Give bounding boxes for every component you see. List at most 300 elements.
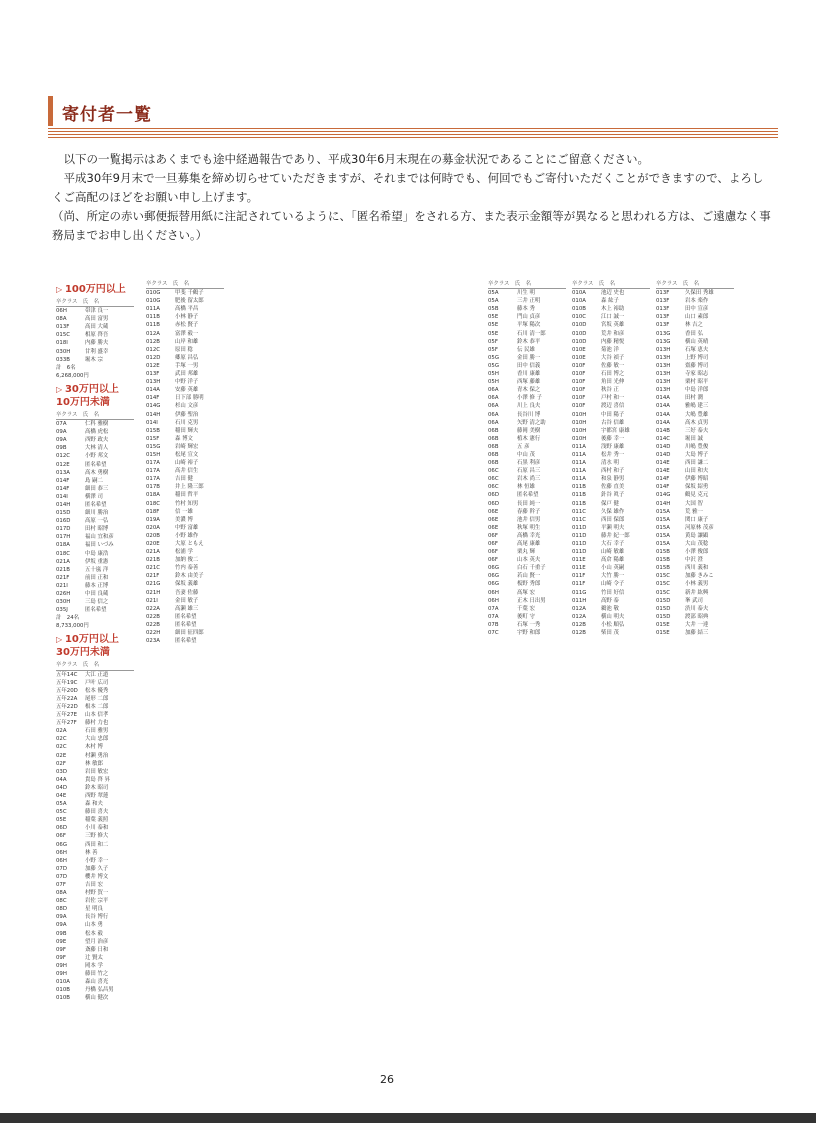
- donor-class: 021I: [56, 582, 68, 589]
- donor-row: [146, 540, 224, 548]
- donor-class: 010H: [572, 435, 587, 442]
- donor-class: 07D: [56, 865, 68, 872]
- donor-row: [488, 613, 566, 621]
- donor-class: 021F: [56, 574, 70, 581]
- donor-class: 04A: [56, 776, 67, 783]
- donor-row: [56, 461, 134, 469]
- donor-class: 022A: [146, 605, 160, 612]
- donor-class: 035J: [56, 607, 68, 614]
- donor-class: 05E: [56, 817, 67, 824]
- donor-name: 久保田 秀雄: [685, 290, 714, 297]
- donor-row: [572, 621, 650, 629]
- donor-row: [56, 525, 134, 533]
- donor-class: 010E: [572, 354, 586, 361]
- donor-name: 小野 雄作: [175, 532, 199, 539]
- donor-name: 渡部 昭典: [685, 613, 709, 620]
- donor-row: [488, 346, 566, 354]
- donor-name: 五十嵐 洋: [85, 566, 109, 573]
- triangle-icon: ▷: [56, 384, 65, 394]
- donor-name: 大島 博子: [685, 451, 709, 458]
- donor-class: 07A: [488, 613, 499, 620]
- donor-name: 鈴木 昭司: [85, 784, 109, 791]
- donor-row: [488, 370, 566, 378]
- donor-name: 高井 信生: [175, 468, 199, 475]
- donor-class: 021C: [146, 565, 161, 572]
- donor-class: 02E: [56, 752, 67, 759]
- donor-class: 014C: [656, 435, 671, 442]
- donor-row: [56, 695, 134, 703]
- donor-name: 仁科 雅樹: [85, 421, 109, 428]
- donor-class: 06C: [488, 476, 499, 483]
- donor-name: 甲斐 千鶴子: [175, 290, 204, 297]
- donor-row: [488, 508, 566, 516]
- donor-class: 013H: [656, 362, 671, 369]
- donor-class: 014D: [656, 443, 671, 450]
- donor-class: 016D: [56, 518, 71, 525]
- donor-row: [656, 451, 734, 459]
- donor-class: 010G: [146, 290, 161, 297]
- donor-row: [488, 354, 566, 362]
- donor-class: 05E: [488, 314, 499, 321]
- donor-name: 香川 康雄: [517, 371, 541, 378]
- donor-row: [146, 621, 224, 629]
- donor-class: 013F: [656, 298, 670, 305]
- donor-name: 相原 啓吾: [85, 332, 109, 339]
- donor-name: 小川 泰和: [85, 825, 109, 832]
- donor-row: [656, 475, 734, 483]
- donor-class: 06G: [56, 841, 68, 848]
- donor-row: [656, 354, 734, 362]
- intro-paragraph-2: 平成30年9月末で一旦募集を締め切らせていただきますが、それまでは何時でも、何回でもご寄付いただくことができますので、よろしくご高配のほどをお願い申し上げます。: [52, 171, 764, 204]
- donor-class: 011A: [146, 306, 160, 313]
- donor-name: 加藤 結三: [685, 630, 709, 637]
- donor-class: 06E: [488, 516, 499, 523]
- donor-name: 鈴木 由美子: [175, 573, 204, 580]
- donor-class: 011A: [572, 476, 586, 483]
- donor-row: [488, 394, 566, 402]
- donor-class: 06F: [488, 557, 498, 564]
- donor-class: 026H: [56, 591, 71, 597]
- header-class: 卒クラス: [656, 281, 683, 287]
- donor-class: 021H: [146, 589, 161, 596]
- donor-row: [56, 687, 134, 695]
- donor-class: 010F: [572, 395, 586, 402]
- donor-name: 栗丸 輝: [517, 549, 535, 556]
- donor-row: [656, 508, 734, 516]
- donor-name: 西川 義和: [685, 565, 709, 572]
- donor-row: [56, 994, 134, 1002]
- donor-row: [56, 970, 134, 978]
- donor-row: [572, 386, 650, 394]
- donor-row: [572, 435, 650, 443]
- donor-name: 中田 良蔵: [85, 591, 109, 597]
- donor-row: [488, 500, 566, 508]
- donor-class: 06A: [488, 419, 499, 426]
- donor-class: 014A: [656, 411, 670, 418]
- donor-class: 021A: [146, 549, 160, 556]
- donor-name: 上野 博司: [685, 354, 709, 361]
- donor-row: [572, 483, 650, 491]
- donor-name: 川上 良夫: [517, 403, 541, 410]
- donor-name: 大林 清人: [85, 445, 109, 452]
- donor-name: 中島 康浩: [85, 550, 109, 557]
- donor-name: 小山 英嗣: [601, 565, 625, 572]
- donor-class: 06B: [488, 460, 499, 467]
- donor-class: 021I: [146, 597, 158, 604]
- donor-name: 古谷 信雄: [601, 419, 625, 426]
- donor-name: 田村 潤: [685, 395, 703, 402]
- donor-name: 加納 俊二: [175, 557, 199, 564]
- donor-class: 010H: [572, 419, 587, 426]
- donor-class: 015C: [656, 581, 671, 588]
- title-rule: [48, 128, 778, 138]
- donor-row: [56, 606, 134, 614]
- donor-row: [56, 590, 134, 598]
- donor-name: 保戸 健: [601, 500, 619, 507]
- donor-row: [656, 467, 734, 475]
- donor-row: [56, 752, 134, 760]
- donor-class: 011E: [572, 565, 586, 572]
- donor-class: 020E: [146, 541, 160, 547]
- donor-name: 大原 ともえ: [175, 541, 204, 547]
- donor-name: 三野 修大: [85, 833, 109, 840]
- donor-row: [572, 605, 650, 613]
- donor-name: 五 彦: [517, 443, 530, 450]
- donor-row: [656, 394, 734, 402]
- intro-paragraph-3: （尚、所定の赤い郵便振替用紙に注記されているように、「匿名希望」をされる方、また表示金額等が異なると思われる方は、ご遠慮なく事務局までお申し出ください。）: [52, 209, 771, 242]
- donor-class: 030H: [56, 348, 71, 355]
- donor-name: 河原林 茂彦: [685, 524, 714, 531]
- donor-class: 06H: [488, 589, 499, 596]
- donor-row: [656, 629, 734, 637]
- donor-column: [572, 280, 650, 637]
- donor-name: 竹内 泰善: [175, 565, 199, 572]
- donor-name: 吉田 宏: [85, 882, 103, 888]
- header-name: 氏 名: [82, 411, 99, 418]
- donor-class: 014I: [56, 493, 68, 500]
- donor-class: 06A: [488, 403, 499, 410]
- donor-class: 020A: [146, 524, 160, 531]
- donor-class: 011D: [572, 524, 587, 531]
- donor-row: [56, 517, 134, 525]
- donor-row: [572, 394, 650, 402]
- bottom-bar: [0, 1113, 816, 1123]
- donor-class: 06C: [488, 468, 499, 475]
- section-amount: 6,268,000円: [56, 372, 89, 379]
- donor-row: [656, 305, 734, 313]
- section-total: 計 6名: [56, 364, 76, 371]
- donor-class: 017B: [146, 484, 160, 491]
- donor-class: 09A: [56, 437, 67, 444]
- donor-class: 06B: [488, 451, 499, 458]
- donor-row: [488, 459, 566, 467]
- donor-class: 012D: [146, 354, 161, 361]
- donor-row: [656, 419, 734, 427]
- donor-name: 柴田 茂: [601, 630, 619, 637]
- donor-name: 加藤 久子: [85, 865, 109, 872]
- donor-name: 大山 忠郎: [85, 736, 109, 743]
- donor-row: [146, 321, 224, 329]
- donor-row: [488, 621, 566, 629]
- donor-name: 髙倉 陽雄: [601, 557, 625, 564]
- donor-row: [146, 597, 224, 605]
- donor-row: [572, 354, 650, 362]
- donor-name: 春藤 幹子: [517, 508, 541, 515]
- donor-class: 010F: [572, 403, 586, 410]
- donor-class: 05F: [488, 346, 498, 353]
- donor-class: 022B: [146, 621, 160, 628]
- donor-name: 原田 稔: [175, 346, 193, 353]
- donor-class: 022B: [146, 613, 160, 620]
- donor-class: 011B: [572, 484, 586, 491]
- page-number: 26: [380, 1073, 394, 1086]
- donor-class: 014F: [56, 485, 70, 492]
- donor-name: 松本 優秀: [85, 687, 109, 694]
- donor-name: 日下部 勝明: [175, 395, 204, 402]
- donor-row: [146, 475, 224, 483]
- donor-name: 正木 日出男: [517, 597, 546, 604]
- donor-row: [56, 428, 134, 436]
- donor-name: 山本 勇: [85, 922, 103, 929]
- donor-row: [572, 589, 650, 597]
- donor-class: 五年19C: [56, 679, 78, 686]
- donor-row: [488, 313, 566, 321]
- donor-row: [488, 443, 566, 451]
- donor-class: 010D: [572, 322, 587, 329]
- donor-name: 渋川 泰夫: [685, 605, 709, 612]
- donor-row: [488, 580, 566, 588]
- donor-name: 貴島 啓 昇: [85, 776, 110, 783]
- column-header: [488, 280, 566, 289]
- donor-class: 030H: [56, 599, 71, 606]
- donor-class: 015A: [656, 524, 670, 531]
- donor-class: 015D: [56, 510, 71, 517]
- donor-row: [56, 485, 134, 493]
- section-title: [56, 633, 134, 659]
- donor-name: 松浦 学: [175, 549, 193, 556]
- header-name: 氏 名: [172, 281, 189, 287]
- donor-row: [572, 524, 650, 532]
- donor-class: 011A: [572, 451, 586, 458]
- donor-name: 栗村 昭平: [685, 379, 709, 386]
- donor-row: [572, 321, 650, 329]
- donor-name: 田中 宣彦: [685, 306, 709, 313]
- donor-name: 西野 翠蓮: [85, 792, 109, 799]
- donor-class: 06B: [488, 427, 499, 434]
- header-class: 卒クラス: [572, 281, 599, 287]
- donor-row: [488, 427, 566, 435]
- donor-name: 千葉 宏: [517, 605, 535, 612]
- donor-class: 013F: [656, 306, 670, 313]
- donor-row: [56, 962, 134, 970]
- donor-name: 堀田 誠: [685, 435, 703, 442]
- donor-row: [572, 451, 650, 459]
- donor-row: [656, 386, 734, 394]
- donor-name: 小松 順弘: [601, 621, 625, 628]
- donor-class: 04E: [56, 792, 67, 799]
- donor-class: 03D: [56, 768, 68, 775]
- donor-class: 06E: [488, 524, 499, 531]
- donor-class: 013H: [656, 346, 671, 353]
- donor-name: 田村 昭博: [85, 526, 109, 533]
- donor-class: 08A: [56, 316, 67, 323]
- donor-name: 信 一雄: [175, 508, 193, 515]
- donor-row: [656, 540, 734, 548]
- donor-row: [56, 582, 134, 590]
- donor-name: 林 善: [85, 849, 98, 856]
- donor-class: 014F: [656, 476, 670, 483]
- donor-row: [56, 857, 134, 865]
- donor-row: [146, 313, 224, 321]
- donor-row: [488, 435, 566, 443]
- donor-name: 平塚 陽次: [517, 322, 541, 329]
- donor-row: [488, 330, 566, 338]
- donor-name: 村瀬 勇治: [85, 752, 109, 759]
- donor-class: 07D: [56, 873, 68, 880]
- column-header: [56, 298, 134, 307]
- donor-row: [146, 459, 224, 467]
- donor-class: 013G: [656, 338, 671, 345]
- donor-class: 015D: [656, 605, 671, 612]
- donor-row: [56, 703, 134, 711]
- donor-name: 高尾 康雄: [517, 541, 541, 547]
- donor-row: [656, 346, 734, 354]
- donor-class: 05A: [488, 298, 499, 305]
- donor-row: [146, 532, 224, 540]
- donor-row: [56, 930, 134, 938]
- donor-row: [572, 305, 650, 313]
- donor-class: 06G: [488, 565, 500, 572]
- donor-class: 015A: [656, 541, 670, 547]
- donor-class: 015E: [656, 621, 670, 628]
- donor-row: [56, 477, 134, 485]
- donor-class: 02C: [56, 744, 67, 751]
- donor-name: 小澤 修 子: [517, 395, 542, 402]
- donor-class: 018I: [56, 340, 68, 347]
- section-title-text: 100万円以上: [64, 284, 126, 295]
- donor-name: 峯 武司: [685, 597, 703, 604]
- donor-name: 岡本 学: [85, 962, 103, 969]
- donor-class: 014D: [656, 451, 671, 458]
- donor-class: 021F: [146, 573, 160, 580]
- donor-row: [488, 483, 566, 491]
- donor-class: 06A: [488, 395, 499, 402]
- donor-row: [56, 776, 134, 784]
- section-title: [56, 283, 134, 296]
- donor-row: [146, 289, 224, 297]
- donor-row: [656, 321, 734, 329]
- donor-name: 井上 隆三郎: [175, 484, 204, 491]
- donor-row: [572, 564, 650, 572]
- donor-class: 011C: [572, 516, 587, 523]
- donor-class: 08D: [56, 906, 68, 913]
- section-amount: 8,733,000円: [56, 623, 89, 630]
- donor-row: [488, 548, 566, 556]
- donor-name: 岩佐 宗平: [85, 898, 109, 905]
- donor-class: 05B: [488, 306, 499, 313]
- donor-name: 西田 和二: [85, 841, 109, 848]
- donor-name: 藤岡 美樹: [517, 427, 541, 434]
- donor-class: 014G: [146, 403, 161, 410]
- donor-row: [56, 841, 134, 849]
- donor-row: [56, 768, 134, 776]
- donor-class: 010A: [572, 298, 586, 305]
- donor-row: [146, 605, 224, 613]
- donor-name: 藤本 正博: [85, 582, 109, 589]
- donor-class: 011C: [572, 508, 587, 515]
- donor-class: 05C: [56, 809, 67, 816]
- donor-name: 石川 克男: [175, 419, 199, 426]
- donor-row: [656, 613, 734, 621]
- donor-row: [146, 637, 224, 645]
- donor-name: 髙塚 宏: [517, 589, 535, 596]
- donor-class: 05G: [488, 354, 500, 361]
- donor-row: [488, 524, 566, 532]
- donor-name: 尾形 二郎: [85, 695, 109, 702]
- donor-class: 019A: [146, 516, 160, 523]
- donor-name: 村野 賀一: [85, 890, 109, 897]
- donor-row: [146, 491, 224, 499]
- donor-name: 匿名希望: [175, 613, 197, 620]
- donor-class: 018C: [146, 500, 161, 507]
- donor-row: [146, 516, 224, 524]
- donor-name: 細田 恭三: [85, 485, 109, 492]
- intro-text: [52, 150, 772, 245]
- donor-class: 021G: [146, 581, 161, 588]
- column-header: [56, 661, 134, 670]
- donor-class: 015B: [656, 565, 670, 572]
- donor-row: [56, 946, 134, 954]
- donor-class: 06H: [488, 597, 499, 604]
- donor-class: 014I: [146, 419, 158, 426]
- donor-name: 山本 信孝: [85, 712, 109, 719]
- donor-row: [572, 338, 650, 346]
- donor-name: 保坂 義雄: [175, 581, 199, 588]
- donor-row: [656, 589, 734, 597]
- donor-name: 望月 治彦: [85, 938, 109, 945]
- donor-class: 015G: [146, 443, 161, 450]
- donor-name: 中島 洋郎: [685, 387, 709, 394]
- donor-name: 丹橋 弘昌男: [85, 987, 114, 994]
- donor-row: [488, 467, 566, 475]
- donor-row: [488, 532, 566, 540]
- donor-name: 長谷川 博: [517, 411, 541, 418]
- donor-row: [146, 378, 224, 386]
- donor-name: 小野 邦文: [85, 453, 109, 460]
- donor-row: [572, 532, 650, 540]
- donor-row: [56, 315, 134, 323]
- donor-class: 020B: [146, 532, 160, 539]
- column-header: [656, 280, 734, 289]
- donor-name: 三島 信之: [85, 599, 109, 606]
- donor-class: 012E: [146, 362, 160, 369]
- donor-name: 戸叶 広司: [85, 679, 109, 686]
- donor-class: 015E: [656, 630, 670, 637]
- donor-row: [656, 289, 734, 297]
- donor-row: [488, 475, 566, 483]
- donor-row: [146, 556, 224, 564]
- donor-name: 横山 明夫: [601, 613, 625, 620]
- donor-row: [488, 411, 566, 419]
- donor-name: 富澤 毅一: [175, 330, 199, 337]
- donor-class: 011D: [572, 532, 587, 539]
- donor-row: [572, 597, 650, 605]
- donor-row: [146, 500, 224, 508]
- donor-row: [146, 330, 224, 338]
- donor-row: [56, 501, 134, 509]
- donor-name: 藤村 力也: [85, 720, 109, 727]
- donor-class: 010H: [572, 411, 587, 418]
